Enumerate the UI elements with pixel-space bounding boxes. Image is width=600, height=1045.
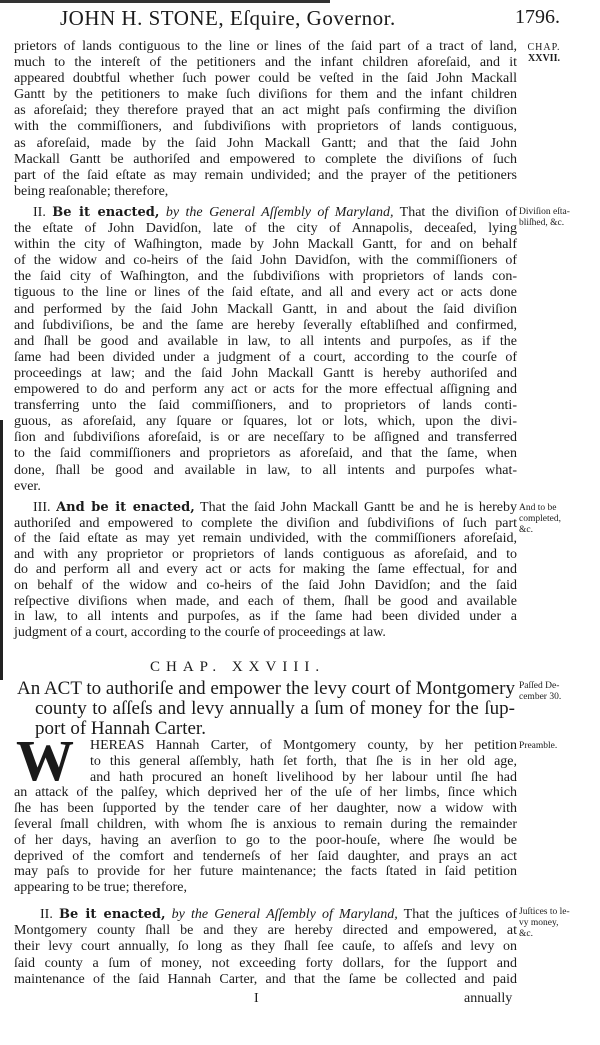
line-text: an attack of the palſey, which deprived her of the uſe of her limbs, ſince which <box>14 785 517 801</box>
line-text: do and perform all and every act or acts for making the ſame effectual, for and <box>14 562 517 578</box>
line-text: to this general aſſembly, hath ſet forth, that ſhe is in her old age, <box>90 753 517 769</box>
text-line <box>40 907 517 923</box>
text-line <box>14 184 517 200</box>
chap-label: CHAP. <box>527 42 561 53</box>
line-text: within the city of Waſhington, made by John Mackall Gantt, for and on behalf <box>14 237 517 253</box>
line-text: in law, to all intents and purpoſes, as if the ſame had been divided under a <box>14 609 517 625</box>
section-iii <box>14 500 517 640</box>
line-text: maintenance of the ſaid Hannah Carter, and that the ſame be collected and paid <box>14 971 517 987</box>
line-text: as aforeſaid; they therefore prayed that an act might paſs confirming the diviſion <box>14 103 517 119</box>
line-text: ſame had been divided under a judgment of a court, according to the courſe of <box>14 349 517 365</box>
margin-note-chapter <box>519 42 569 64</box>
text-line <box>14 152 517 168</box>
text-line <box>17 679 515 699</box>
text-line <box>14 398 517 414</box>
text-line <box>14 168 517 184</box>
note-line: bliſhed, &c. <box>519 218 565 228</box>
scan-edge <box>0 0 330 3</box>
text-line <box>90 738 517 754</box>
line-text: of her days, having an averſion to go to the poor-houſe, where ſhe would be <box>14 832 517 848</box>
note-line: completed, <box>519 514 561 524</box>
text-line <box>14 119 517 135</box>
line-text: as aforeſaid, made by the ſaid John Mackall Gantt; and that the ſaid John <box>14 135 517 151</box>
line-text: HEREAS Hannah Carter, of Montgomery county, by her petition <box>90 738 517 753</box>
text-line <box>14 972 517 988</box>
text-line <box>14 269 517 285</box>
text-line <box>14 334 517 350</box>
section-ii <box>14 205 517 495</box>
line-text: port of Hannah Carter. <box>35 718 206 739</box>
line-text: reſpective diviſions when made, and each of them, ſhall be good and available <box>14 593 517 609</box>
text-line <box>14 956 517 972</box>
text-line <box>14 547 517 563</box>
note-line: vy money, <box>519 918 559 928</box>
text-line <box>14 849 517 865</box>
line-text: much to the intereſt of the petitioners and the infant children aforeſaid, and it <box>14 55 517 71</box>
line-text: and performed by the ſaid John Mackall Gantt, in and about the ſaid diviſion <box>14 301 517 317</box>
text-line <box>14 923 517 939</box>
text-line <box>14 463 517 479</box>
line-text: deprived of the comfort and tenderneſs of her ſaid daughter, and prays an act <box>14 848 517 864</box>
paragraph-preamble-continued <box>14 39 517 200</box>
line-text <box>33 500 517 515</box>
text-line <box>14 366 517 382</box>
margin-note-completed <box>519 503 561 536</box>
line-text: ſhe has been ſupported by the tender care of her daughter, now a widow with <box>14 801 517 817</box>
line-text: ſion and ſubdiviſions aforeſaid, is or are neceſſary to be aſſigned and transferred <box>14 430 517 446</box>
signature-mark: I <box>254 991 259 1006</box>
line-text: their levy court annually, ſo long as they ſhall ſee cauſe, to aſſeſs and levy on <box>14 939 517 955</box>
text-line <box>35 699 515 719</box>
enacting-phrase: Be it enacted, <box>58 907 166 922</box>
text-line <box>14 609 517 625</box>
text-line <box>14 594 517 610</box>
text-line <box>14 880 517 896</box>
catchword: annually <box>464 991 513 1006</box>
text-line <box>14 87 517 103</box>
text-line <box>14 939 517 955</box>
line-text: and hath procured an honeſt livelihood by her labour until ſhe had <box>90 769 517 785</box>
text-line <box>14 285 517 301</box>
line-text: the eſtate of John Davidſon, late of the city of Annapolis, deceaſed, lying <box>14 221 517 237</box>
line-text: empowered to do and perform any act or acts for the more effectual aſſigning and <box>14 382 517 398</box>
text-line <box>14 318 517 334</box>
line-text: on behalf of the widow and co-heirs of the ſaid John Davidſon; and the ſaid <box>14 577 517 593</box>
line-text: appearing to be true; therefore, <box>14 880 187 896</box>
text-line <box>14 625 517 641</box>
text-line <box>14 562 517 578</box>
italic-phrase: by the General Aſſembly of Maryland, <box>165 205 394 220</box>
text-line <box>14 785 517 801</box>
text-segment: That the juſtices of <box>397 907 517 922</box>
line-text: and ſubdiviſions, be and the ſame are hereby ſeverally eſtabliſhed and confirmed, <box>14 317 517 333</box>
line-text: ever. <box>14 478 41 494</box>
line-text: and with any proprietor or proprietors of lands contiguous as aforeſaid, and to <box>14 546 517 562</box>
text-line <box>90 754 517 770</box>
scan-edge <box>0 420 3 680</box>
text-line <box>14 516 517 532</box>
running-header: JOHN H. STONE, Eſquire, Governor. <box>60 6 396 30</box>
text-line <box>14 253 517 269</box>
text-line <box>14 864 517 880</box>
text-line <box>14 479 517 495</box>
text-line <box>14 136 517 152</box>
note-line: Juſtices to le- <box>519 907 570 917</box>
margin-note-justices <box>519 907 570 940</box>
note-line: Paſſed De- <box>519 681 560 691</box>
text-line <box>14 531 517 547</box>
line-text: of the ſaid eſtate as may yet remain undivided, with the commiſſioners aforeſaid, <box>14 531 517 547</box>
line-text: of the widow and co-heirs of the ſaid John Davidſon, with the commiſſioners of <box>14 253 517 269</box>
text-line <box>14 221 517 237</box>
line-text: Montgomery county ſhall be and they are hereby directed and empowered, at <box>14 923 517 939</box>
act-title <box>17 679 515 739</box>
line-text <box>40 907 517 922</box>
margin-note-preamble: Preamble. <box>519 741 558 751</box>
text-segment: That the diviſion of <box>393 205 517 220</box>
drop-cap: W <box>16 728 74 793</box>
text-line <box>14 39 517 55</box>
note-line: cember 30. <box>519 692 562 702</box>
line-text: ſeveral ſmall children, with whom ſhe is anxious to remain during the remainder <box>14 816 517 832</box>
margin-note-division <box>519 207 570 229</box>
text-segment <box>159 205 165 220</box>
line-text: the ſaid city of Waſhington, and the ſubdiviſions with proprietors of lands con- <box>14 269 517 285</box>
margin-note-passed <box>519 681 561 703</box>
text-line <box>14 302 517 318</box>
enacting-phrase: And be it enacted, <box>56 500 195 515</box>
line-text: appeared doubtful whether ſuch power could be veſted in the ſaid John Mackall <box>14 71 517 87</box>
note-line: &c. <box>519 929 533 939</box>
text-line <box>14 414 517 430</box>
line-text: part of the ſaid eſtate as may remain undivided; and the prayer of the petitioners <box>14 167 517 183</box>
line-text: being reaſonable; therefore, <box>14 183 169 199</box>
line-text: to the ſaid commiſſioners and proprietors as aforeſaid, and that the ſame, when <box>14 446 517 462</box>
text-segment: That the ſaid John Mackall Gantt be and he is hereby <box>194 500 517 515</box>
note-line: Diviſion eſta- <box>519 207 570 217</box>
line-text: prietors of lands contiguous to the line or lines of the ſaid part of a tract of land, <box>14 39 517 54</box>
text-line <box>33 205 517 221</box>
enacting-phrase: Be it enacted, <box>52 205 160 220</box>
line-text: may paſs to provide for her future maintenance; the facts ſtated in ſaid petition <box>14 864 517 880</box>
text-line <box>14 103 517 119</box>
chapter-heading: CHAP. XXVIII. <box>150 659 326 675</box>
text-line <box>14 71 517 87</box>
line-text: transferring unto the ſaid commiſſioners, and to proprietors of lands conti- <box>14 398 517 414</box>
page-year: 1796. <box>515 6 560 28</box>
line-text: Gantt by the petitioners to make ſuch diviſions for them and the infant children <box>14 87 517 103</box>
line-text: Mackall Gantt be authoriſed and empowered to complete the diviſions of ſuch <box>14 151 517 167</box>
text-line <box>14 833 517 849</box>
line-text <box>33 205 517 220</box>
text-line <box>35 719 515 739</box>
text-segment: II. <box>33 205 53 220</box>
line-text: judgment of a court, according to the courſe of proceedings at law. <box>14 624 386 640</box>
line-text: and ſhall be good and available in law, to all intents and purpoſes, as if the <box>14 333 517 349</box>
italic-phrase: by the General Aſſembly of Maryland, <box>171 907 398 922</box>
text-line <box>14 382 517 398</box>
text-line <box>14 55 517 71</box>
note-line: And to be <box>519 503 557 513</box>
text-line <box>14 350 517 366</box>
line-text: An ACT to authoriſe and empower the levy court of Montgomery <box>17 678 515 699</box>
line-text: authoriſed and empowered to complete the diviſion and ſubdiviſions of ſuch part <box>14 515 517 531</box>
text-line <box>14 430 517 446</box>
text-line <box>14 578 517 594</box>
line-text: done, ſhall be good and available in law, to all intents and purpoſes what- <box>14 462 517 478</box>
text-segment: III. <box>33 500 57 515</box>
text-line <box>14 237 517 253</box>
text-line <box>33 500 517 516</box>
line-text: county to aſſeſs and levy annually a ſum of money for the ſup- <box>35 698 515 719</box>
line-text: ſaid county a ſum of money, not exceeding forty dollars, for the ſupport and <box>14 955 517 971</box>
line-text: proceedings at law; and the ſaid John Mackall Gantt is hereby authoriſed and <box>14 365 517 381</box>
text-line <box>90 770 517 786</box>
line-text: with the commiſſioners, and ſubdiviſions with proprietors of lands contiguous, <box>14 119 517 135</box>
text-segment: II. <box>40 907 59 922</box>
text-line <box>14 801 517 817</box>
note-line: &c. <box>519 525 533 535</box>
section-ii-chap-xxviii <box>14 907 517 988</box>
text-segment <box>166 907 172 922</box>
text-line <box>14 817 517 833</box>
line-text: guous, as aforeſaid, any ſquare or ſquares, lot or lots, which, upon the divi- <box>14 414 517 430</box>
chap-number: XXVII. <box>528 53 560 64</box>
line-text: tiguous to the line or lines of the ſaid eſtate, and all and every act or acts done <box>14 285 517 301</box>
text-line <box>14 446 517 462</box>
